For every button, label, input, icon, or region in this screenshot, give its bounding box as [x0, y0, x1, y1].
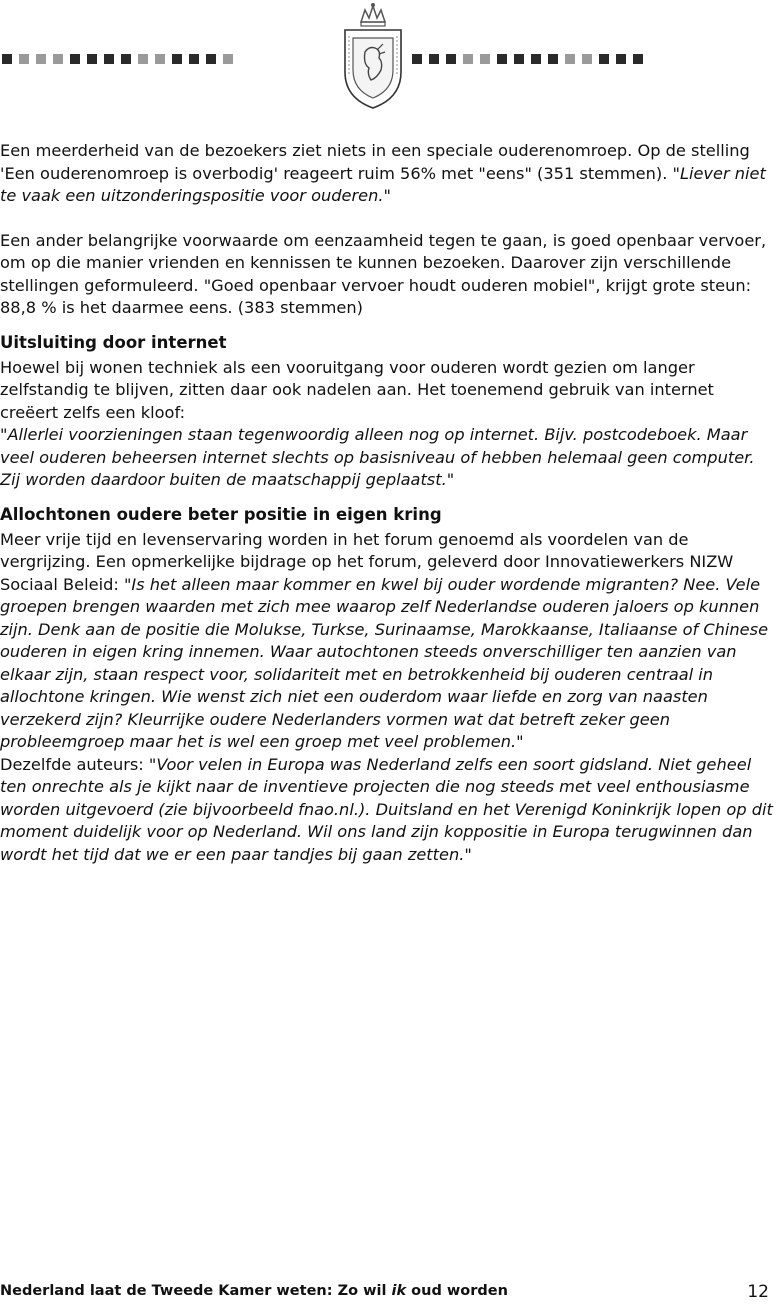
page-footer: [0, 1283, 777, 1305]
dot: [87, 54, 97, 64]
section-heading-internet: Uitsluiting door internet: [0, 332, 227, 352]
dot: [206, 54, 216, 64]
paragraph-text: Meer vrije tijd en levenservaring worden in het forum genoemd als voordelen van de vergrijzing. Een opmerkelijke bijdrage op het forum, geleverd door Innovatiewerkers NIZW Sociaal Beleid: ": [0, 529, 734, 594]
dot: [138, 54, 148, 64]
dot: [548, 54, 558, 64]
dot: [155, 54, 165, 64]
paragraph-text: Een meerderheid van de bezoekers ziet niets in een speciale ouderenomroep. Op de stelling 'Een ouderenomroep is overbodig' reageert ruim 56% met "eens" (351 stemmen).: [0, 141, 750, 183]
dot: [599, 54, 609, 64]
dot: [412, 54, 422, 64]
dot: [446, 54, 456, 64]
quote-text: Is het alleen maar kommer en kwel bij ouder wordende migranten? Nee. Vele groepen brengen waarden met zich mee waarop zelf Nederlandse ouderen jaloers op kunnen zijn. Denk aan de positie die Molukse, Turkse, Surinaamse, Marokkaanse, Italiaanse of Chinese ouderen in eigen kring innemen. Waar autochtonen steeds onverschilliger ten aanzien van elkaar zijn, staan respect voor, solidariteit met en betrokkenheid bij ouderen centraal in allochtone kringen. Wie wenst zich niet een ouderdom waar liefde en zorg van naasten verzekerd zijn? Kleurrijke oudere Nederlanders vormen wat dat betreft zeker geen probleemgroep maar het is wel een groep met veel problemen.": [0, 574, 769, 751]
footer-title: Nederland laat de Tweede Kamer weten: Zo wil ik oud worden: [0, 1283, 508, 1299]
dot: [514, 54, 524, 64]
dot: [70, 54, 80, 64]
dot: [480, 54, 490, 64]
dot: [53, 54, 63, 64]
royal-crest-icon: [339, 2, 407, 110]
dot: [463, 54, 473, 64]
page-number: 12: [747, 1282, 769, 1302]
paragraph-text: Dezelfde auteurs:: [0, 754, 149, 774]
dot: [19, 54, 29, 64]
dot: [172, 54, 182, 64]
quote-text: "Liever niet te vaak een uitzonderingspositie voor ouderen.": [0, 163, 766, 205]
dot: [565, 54, 575, 64]
paragraph-omroep: [0, 140, 775, 208]
section-heading-allochtonen: Allochtonen oudere beter positie in eigen kring: [0, 504, 442, 524]
dot: [531, 54, 541, 64]
dot: [497, 54, 507, 64]
dot: [104, 54, 114, 64]
paragraph-gidsland: [0, 754, 775, 867]
decorative-dots-left: [2, 54, 233, 64]
dot: [121, 54, 131, 64]
quote-internet: "Allerlei voorzieningen staan tegenwoordig alleen nog op internet. Bijv. postcodeboek. Maar veel ouderen beheersen internet slechts op basisniveau of hebben helemaal geen computer. Zij worden daardoor buiten de maatschappij geplaatst.": [0, 425, 755, 489]
dot: [36, 54, 46, 64]
dot: [189, 54, 199, 64]
quote-text: "Voor velen in Europa was Nederland zelfs een soort gidsland. Niet geheel ten onrechte als je kijkt naar de inventieve projecten die nog steeds met veel enthousiasme worden uitgevoerd (zie bijvoorbeeld fnao.nl.). Duitsland en het Verenigd Koninkrijk lopen op dit moment duidelijk voor op Nederland. Wil ons land zijn koppositie in Europa terugwinnen dan wordt het tijd dat we er een paar tandjes bij gaan zetten.": [0, 754, 773, 864]
page-header: [0, 0, 777, 112]
decorative-dots-right: [412, 54, 643, 64]
dot: [429, 54, 439, 64]
dot: [2, 54, 12, 64]
dot: [616, 54, 626, 64]
dot: [223, 54, 233, 64]
main-content: [0, 140, 775, 866]
paragraph-vervoer: Een ander belangrijke voorwaarde om eenzaamheid tegen te gaan, is goed openbaar vervoer, om op die manier vrienden en kennissen te kunnen bezoeken. Daarover zijn verschillende stellingen geformuleerd. "Goed openbaar vervoer houdt ouderen mobiel", krijgt grote steun: 88,8 % is het daarmee eens. (383 stemmen): [0, 230, 767, 317]
paragraph-internet: Hoewel bij wonen techniek als een vooruitgang voor ouderen wordt gezien om langer zelfstandig te blijven, zitten daar ook nadelen aan. Het toenemend gebruik van internet creëert zelfs een kloof:: [0, 357, 714, 422]
dot: [633, 54, 643, 64]
paragraph-allochtonen: [0, 529, 775, 754]
dot: [582, 54, 592, 64]
